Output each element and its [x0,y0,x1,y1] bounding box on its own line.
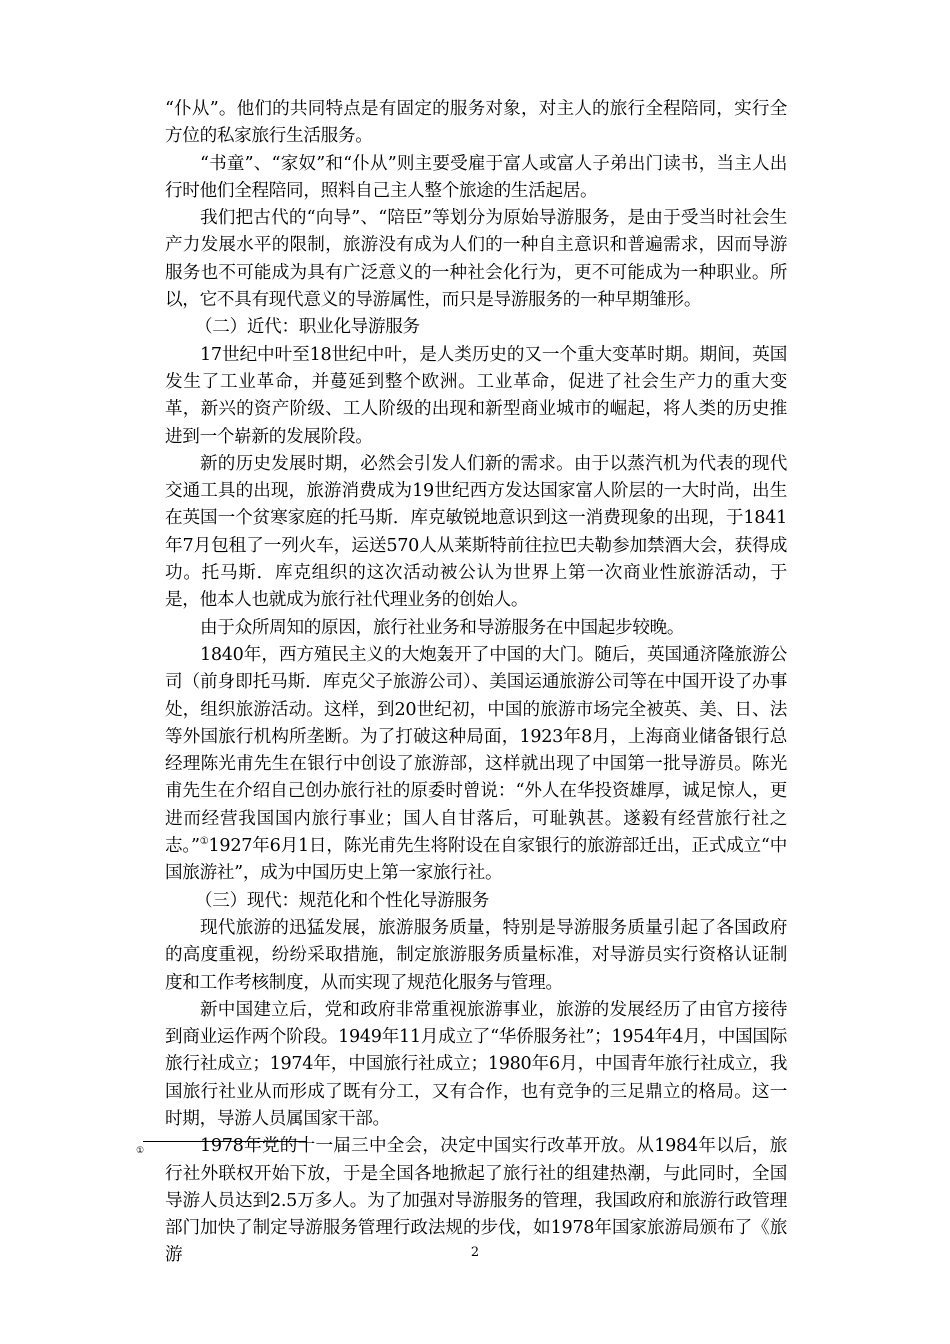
paragraph-china-1840 [165,642,787,888]
footnote-marker: ① [136,1146,145,1156]
paragraph-industrial-revolution: 17世纪中叶至18世纪中叶，是人类历史的又一个重大变革时期。期间，英国发生了工业革命，并蔓延到整个欧洲。工业革命，促进了社会生产力的重大变革，新兴的资产阶级、工人阶级的出现和新型商业城市的崛起，将人类的历史推进到一个崭新的发展阶段。 [165,344,787,447]
paragraph-reform-opening: 1978年党的十一届三中全会，决定中国实行改革开放。从1984年以后，旅行社外联权开始下放，于是全国各地掀起了旅行社的组建热潮，与此同时，全国导游人员达到2.5万多人。为了加强对导游服务的管理，我国政府和旅游行政管理部门加快了制定导游服务管理行政法规的步伐，如1978年国家旅游局颁布了《旅游 [165,1136,787,1266]
paragraph-china-1840-text: 1840年，西方殖民主义的大炮轰开了中国的大门。随后，英国通济隆旅游公司（前身即托马斯．库克父子旅游公司）、美国运通旅游公司等在中国开设了办事处，组织旅游活动。这样，到20世纪初，中国的旅游市场完全被英、美、日、法等外国旅行机构所垄断。为了打破这种局面，1923年8月，上海商业储备银行总经理陈光甫先生在银行中创设了旅游部，这样就出现了中国第一批导游员。陈光甫先生在介绍自己创办旅行社的原委时曾说：“外人在华投资雄厚，诚足惊人，更进而经营我国国内旅行事业；国人自甘落后，可耻孰甚。遂毅有经营旅行社之志。” [165,644,787,857]
footnote-divider [143,1141,306,1142]
paragraph-thomas-cook: 新的历史发展时期，必然会引发人们新的需求。由于以蒸汽机为代表的现代交通工具的出现，旅游消费成为19世纪西方发达国家富人阶层的一大时尚，出生在英国一个贫寒家庭的托马斯．库克敏锐地意识到这一消费现象的出现，于1841年7月包租了一列火车，运送570人从莱斯特前往拉巴夫勒参加禁酒大会，获得成功。托马斯．库克组织的这次活动被公认为世界上第一次商业性旅游活动，于是，他本人也就成为旅行社代理业务的创始人。 [165,453,787,611]
paragraph-new-china: 新中国建立后，党和政府非常重视旅游事业，旅游的发展经历了由官方接待到商业运作两个阶段。1949年11月成立了“华侨服务社”；1954年4月，中国国际旅行社成立；1974年，中国旅行社成立；1980年6月，中国青年旅行社成立，我国旅行社业从而形成了既有分工，又有合作，也有竞争的三足鼎立的格局。这一时期，导游人员属国家干部。 [165,999,787,1129]
paragraph-servants-continued: “仆从”。他们的共同特点是有固定的服务对象，对主人的旅行全程陪同，实行全方位的私家旅行生活服务。 [165,99,787,147]
footnote-reference[interactable]: ① [199,836,209,848]
paragraph-primitive-guiding: 我们把古代的“向导”、“陪臣”等划分为原始导游服务，是由于受当时社会生产力发展水平的限制，旅游没有成为人们的一种自主意识和普遍需求，因而导游服务也不可能成为具有广泛意义的一种社会化行为，更不可能成为一种职业。所以，它不具有现代意义的导游属性，而只是导游服务的一种早期雏形。 [165,208,787,311]
paragraph-china-1927-text: 1927年6月1日，陈光甫先生将附设在自家银行的旅游部迁出，正式成立“中国旅游社”，成为中国历史上第一家旅行社。 [165,836,787,884]
paragraph-servants-role: “书童”、“家奴”和“仆从”则主要受雇于富人或富人子弟出门读书，当主人出行时他们全程陪同，照料自己主人整个旅途的生活起居。 [165,153,787,201]
section-heading-contemporary: （三）现代：规范化和个性化导游服务 [195,890,489,911]
paragraph-standardization: 现代旅游的迅猛发展，旅游服务质量，特别是导游服务质量引起了各国政府的高度重视，纷纷采取措施，制定旅游服务质量标准，对导游员实行资格认证制度和工作考核制度，从而实现了规范化服务与管理。 [165,917,787,993]
page-body [165,96,787,1270]
section-heading-modern-era: （二）近代：职业化导游服务 [195,317,420,338]
page-number: 2 [470,1245,480,1260]
paragraph-china-late-start: 由于众所周知的原因，旅行社业务和导游服务在中国起步较晚。 [200,617,685,638]
